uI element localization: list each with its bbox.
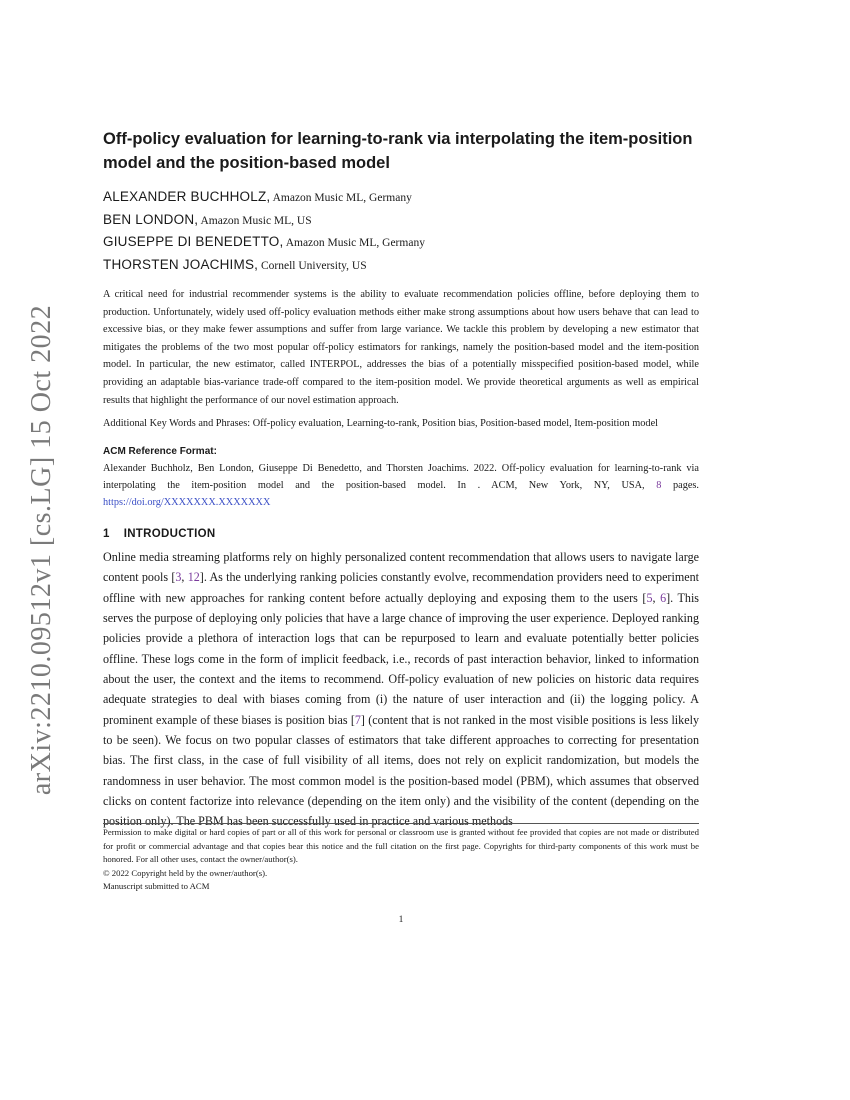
- copyright-notice: © 2022 Copyright held by the owner/author(s).: [103, 867, 268, 878]
- section-title: INTRODUCTION: [123, 528, 216, 540]
- footnote-block: [103, 826, 699, 894]
- author-affiliation: Amazon Music ML, US: [198, 214, 312, 227]
- pages-link[interactable]: 8: [656, 480, 662, 491]
- intro-text: Online media streaming platforms rely on highly personalized content recommendation that allows users to navigate large content pools [: [103, 550, 699, 585]
- intro-text: ] (content that is not ranked in the most visible positions is less likely to be seen). We focus on two popular classes of estimators that take different approaches to correcting for presentation bias. The first class, in the case of full visibility of all items, does not rely on explicit randomization, but models the randomness in user behavior. The most common model is the position-based model (PBM), which assumes that observed clicks on content factorize into relevance (depending on the item only) and the visibility of the content (depending on the position only). The PBM has been successfully used in practice and various methods: [103, 712, 699, 829]
- reference-text: Alexander Buchholz, Ben London, Giuseppe Di Benedetto, and Thorsten Joachims. 2022. Off-policy evaluation for learning-to-rank via interpolating the item-position model and the position-based model. In . ACM, New York, NY, USA,: [103, 463, 699, 491]
- intro-text: ]. As the underlying ranking policies constantly evolve, recommendation providers need to experiment offline with new approaches for ranking content before actually deploying and exposing them to the users [: [103, 570, 700, 605]
- author-affiliation: Amazon Music ML, Germany: [270, 192, 412, 204]
- author-entry: [103, 231, 699, 254]
- doi-link[interactable]: https://doi.org/XXXXXXX.XXXXXXX: [103, 497, 271, 508]
- introduction-paragraph: [103, 547, 699, 832]
- author-name: BEN LONDON,: [103, 211, 199, 227]
- abstract: A critical need for industrial recommender systems is the ability to evaluate recommendation policies offline, before deploying them to production. Unfortunately, widely used off-policy evaluation methods either make strong assumptions about how users behave that can lead to excessive bias, or they make fewer assumptions and suffer from large variance. We tackle this problem by developing a new estimator that mitigates the problems of the two most popular off-policy estimators for rankings, namely the position-based model and the item-position model. In particular, the new estimator, called INTERPOL, addresses the bias of a potentially misspecified position-based model, while providing an adaptable bias-variance trade-off compared to the item-position model. We provide theoretical arguments as well as empirical results that highlight the performance of our novel estimation approach.: [103, 289, 699, 406]
- manuscript-notice: Manuscript submitted to ACM: [103, 881, 210, 892]
- reference-format-text: [103, 460, 699, 511]
- section-heading: [103, 524, 215, 544]
- arxiv-identifier-stamp: [24, 300, 60, 800]
- citation-link[interactable]: 6: [660, 590, 667, 605]
- citation-link[interactable]: 3: [175, 570, 182, 585]
- permission-notice: Permission to make digital or hard copies of part or all of this work for personal or classroom use is granted without fee provided that copies are not made or distributed for profit or commercial advantage and that copies bear this notice and the full citation on the first page. Copyrights for third-party components of this work must be honored. For all other uses, contact the owner/author(s).: [103, 827, 699, 865]
- author-name: GIUSEPPE DI BENEDETTO,: [103, 234, 284, 249]
- reference-pages-text: pages.: [661, 480, 700, 491]
- arxiv-id-text: arXiv:2210.09512v1 [cs.LG] 15 Oct 2022: [26, 304, 57, 796]
- reference-format-heading: ACM Reference Format:: [103, 446, 217, 457]
- footnote-divider: [103, 823, 699, 824]
- author-entry: [103, 186, 699, 209]
- citation-link[interactable]: 7: [354, 712, 361, 727]
- author-affiliation: Cornell University, US: [258, 259, 367, 272]
- author-entry: [103, 209, 699, 232]
- intro-text: ]. This serves the purpose of deploying only policies that have a large chance of improving the user experience. Deployed ranking policies provide a plethora of interaction logs that can be repurposed to learn and evaluate potentially better policies offline. These logs come in the form of implicit feedback, i.e., records of past interaction behavior, linked to information about the user, the context and the items to recommend. Off-policy evaluation of new policies on historic data requires adequate strategies to deal with biases coming from (i) the nature of user interaction and (ii) the logging policy. A prominent example of these biases is position bias [: [103, 590, 700, 727]
- citation-link[interactable]: 5: [646, 590, 653, 605]
- author-list: [103, 186, 699, 276]
- author-affiliation: Amazon Music ML, Germany: [283, 237, 425, 249]
- author-name: ALEXANDER BUCHHOLZ,: [103, 189, 271, 204]
- citation-link[interactable]: 12: [187, 570, 200, 585]
- keywords: Additional Key Words and Phrases: Off-policy evaluation, Learning-to-rank, Position bias, Position-based model, Item-position model: [103, 418, 659, 429]
- author-entry: [103, 254, 699, 277]
- author-name: THORSTEN JOACHIMS,: [103, 256, 259, 272]
- intro-text: ,: [181, 570, 188, 585]
- paper-title: Off-policy evaluation for learning-to-rank via interpolating the item-position model and the position-based model: [103, 130, 693, 172]
- intro-text: ,: [652, 590, 661, 605]
- page-number: 1: [398, 915, 404, 925]
- section-number: 1: [103, 528, 110, 540]
